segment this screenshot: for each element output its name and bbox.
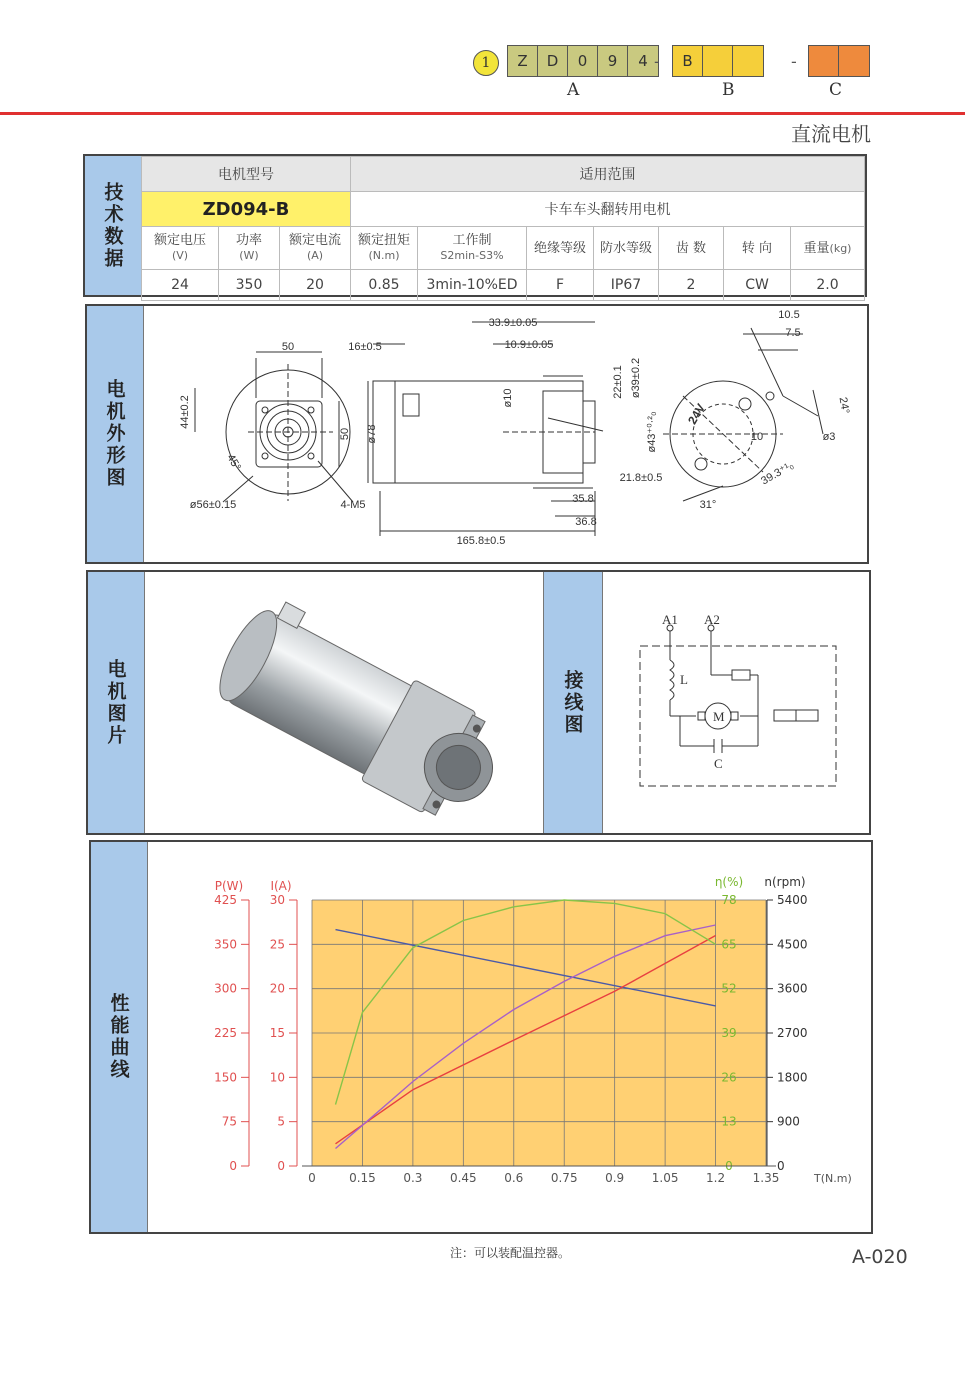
tick-label-eta: 78	[721, 893, 737, 907]
axis-title-i: I(A)	[270, 879, 292, 893]
group-label-c: C	[829, 80, 843, 100]
axis-title-n: n(rpm)	[764, 875, 806, 889]
x-tick-label: 1.2	[706, 1171, 726, 1185]
x-tick-label: 1.35	[752, 1171, 780, 1185]
wiring-sidebar-title: 接线图	[561, 669, 584, 736]
tick-label-P: 225	[214, 1026, 237, 1040]
photo-sidebar-title: 电机图片	[104, 658, 127, 747]
x-tick-label: 0.6	[504, 1171, 524, 1185]
dim-len165: 165.8±0.5	[456, 535, 506, 547]
terminal-a1-label: A1	[662, 612, 678, 627]
dim-r75: 7.5	[785, 327, 801, 339]
tick-label-n: 5400	[777, 893, 808, 907]
dim-front-side: 50	[339, 427, 351, 441]
series-circle: 1	[473, 50, 499, 76]
col-value: 3min-10%ED	[418, 270, 527, 301]
dim-len16: 16±0.5	[348, 341, 382, 353]
tick-label-eta: 26	[721, 1070, 737, 1085]
performance-section	[89, 840, 873, 1234]
dim-dia56: ø56±0.15	[189, 499, 237, 511]
col-header: 齿 数	[659, 227, 724, 270]
header-rule	[0, 112, 965, 115]
tick-label-n: 4500	[777, 937, 808, 952]
code-b-char	[703, 46, 733, 76]
code-c-char	[839, 46, 869, 76]
code-a-char: Z	[508, 46, 538, 76]
photo-sidebar	[88, 572, 145, 833]
col-header: 防水等级	[594, 227, 659, 270]
performance-sidebar	[91, 842, 148, 1232]
spec-sidebar	[85, 156, 142, 295]
tick-label-P: 0	[229, 1159, 237, 1173]
dim-d3: ø3	[822, 431, 836, 443]
code-a-char: 4	[638, 52, 648, 70]
dim-r393: 39.3⁺¹₀	[759, 459, 796, 488]
col-value: CW	[724, 270, 791, 301]
tick-label-P: 350	[214, 937, 237, 952]
tick-label-I: 25	[269, 937, 285, 952]
dim-len109: 10.9±0.05	[504, 339, 554, 351]
x-axis-unit: T(N.m)	[814, 1172, 852, 1185]
code-b-char: B	[673, 46, 703, 76]
col-value: 24	[142, 270, 219, 301]
dim-angle45: 45°	[224, 452, 243, 473]
spec-sidebar-title: 技术数据	[101, 181, 124, 270]
x-tick-label: 0.75	[550, 1171, 578, 1185]
dim-r105: 10.5	[778, 309, 800, 321]
code-dash: -	[791, 52, 797, 71]
dim-a24: 24°	[836, 396, 852, 415]
wiring-diagram	[608, 572, 868, 833]
footer-note: 注：可以装配温控器。	[450, 1246, 571, 1260]
performance-sidebar-title: 性能曲线	[107, 993, 130, 1081]
spec-section	[83, 154, 867, 297]
tick-label-I: 30	[269, 893, 285, 907]
col-header: 转 向	[724, 227, 791, 270]
photo-wiring-section	[86, 570, 871, 835]
col-header: 额定电压 (V)	[142, 227, 219, 270]
x-tick-label: 0.3	[403, 1171, 423, 1185]
tick-label-I: 5	[277, 1114, 285, 1129]
col-value: 2.0	[791, 270, 865, 301]
tick-label-P: 75	[221, 1114, 237, 1129]
dim-dia39: ø39±0.2	[630, 357, 642, 399]
motor-label: M	[713, 709, 725, 724]
group-label-b: B	[722, 80, 735, 100]
tick-label-P: 425	[214, 893, 237, 907]
dim-dia10: ø10	[502, 388, 514, 408]
col-value: F	[527, 270, 594, 301]
code-dash: -	[654, 52, 660, 71]
outline-sidebar	[87, 306, 144, 562]
col-value: IP67	[594, 270, 659, 301]
dim-dia78: ø78	[366, 424, 378, 444]
tick-label-eta: 39	[721, 1026, 737, 1040]
voltage-mark: 24V	[685, 401, 708, 427]
motor-photo	[146, 572, 536, 833]
x-tick-label: 0.15	[349, 1171, 376, 1185]
outline-drawing	[143, 306, 869, 562]
col-value: 0.85	[351, 270, 418, 301]
model-value: ZD094-B	[142, 192, 351, 227]
tick-label-I: 20	[269, 981, 285, 996]
dim-22: 22±0.1	[612, 365, 624, 399]
dim-len358: 35.8	[572, 493, 594, 505]
group-label-a: A	[567, 80, 580, 100]
performance-chart	[149, 842, 871, 1232]
range-header: 适用范围	[351, 157, 865, 192]
tick-label-n: 900	[777, 1114, 800, 1129]
axis-title-p: P(W)	[214, 879, 244, 893]
tick-label-n: 0	[777, 1159, 785, 1173]
dim-len368: 36.8	[575, 516, 597, 528]
model-header: 电机型号	[142, 157, 351, 192]
code-c-char	[809, 46, 839, 76]
outline-section	[85, 304, 869, 564]
spec-table	[141, 156, 865, 301]
page-number: A-020	[852, 1246, 908, 1268]
tick-label-I: 10	[269, 1070, 285, 1085]
category-title: 直流电机	[791, 122, 871, 146]
tick-label-eta: 0	[725, 1159, 733, 1173]
dim-front-height: 44±0.2	[179, 395, 191, 429]
tick-label-P: 150	[214, 1070, 237, 1085]
code-b-char	[733, 46, 763, 76]
x-tick-label: 0.9	[605, 1171, 625, 1185]
outline-sidebar-title: 电机外形图	[103, 379, 126, 489]
inductor-label: L	[680, 672, 688, 687]
tick-label-eta: 52	[721, 981, 737, 996]
tick-label-n: 3600	[777, 981, 808, 996]
code-a-char: 0	[568, 46, 598, 76]
dim-a31: 31°	[699, 499, 717, 511]
axis-title-eta: η(%)	[714, 875, 744, 889]
code-group-c	[808, 45, 870, 77]
col-value: 2	[659, 270, 724, 301]
range-value: 卡车车头翻转用电机	[351, 192, 865, 227]
col-value: 20	[280, 270, 351, 301]
dim-r10: 10	[750, 431, 764, 443]
x-tick-label: 1.05	[651, 1171, 679, 1185]
inductor-coil	[670, 660, 674, 700]
dim-front-width: 50	[281, 341, 295, 353]
code-a-char: D	[538, 46, 568, 76]
tick-label-n: 2700	[777, 1026, 808, 1040]
tick-label-I: 0	[277, 1159, 285, 1173]
tick-label-eta: 65	[721, 937, 737, 952]
dim-dia43: ø43⁺⁰·²₀	[646, 411, 658, 453]
col-header: 功率 (W)	[219, 227, 280, 270]
terminal-a2-label: A2	[704, 612, 720, 627]
tick-label-eta: 13	[721, 1114, 737, 1129]
x-tick-label: 0.45	[449, 1171, 477, 1185]
x-tick-label: 0	[308, 1171, 316, 1185]
code-group-b	[672, 45, 764, 77]
code-group-a	[507, 45, 659, 77]
col-header: 额定扭矩 (N.m)	[351, 227, 418, 270]
dim-holes: 4-M5	[340, 499, 366, 511]
col-header: 额定电流 (A)	[280, 227, 351, 270]
col-header: 绝缘等级	[527, 227, 594, 270]
dim-len218: 21.8±0.5	[619, 472, 663, 484]
col-header: 工作制 S2min-S3%	[418, 227, 527, 270]
wiring-sidebar	[543, 572, 603, 833]
capacitor-label: C	[714, 756, 723, 771]
col-header: 重量(kg)	[791, 227, 865, 270]
dim-len339: 33.9±0.05	[488, 317, 538, 329]
col-value: 350	[219, 270, 280, 301]
tick-label-I: 15	[269, 1026, 285, 1040]
tick-label-P: 300	[214, 981, 237, 996]
tick-label-n: 1800	[777, 1070, 808, 1085]
code-a-char: 9	[598, 46, 628, 76]
